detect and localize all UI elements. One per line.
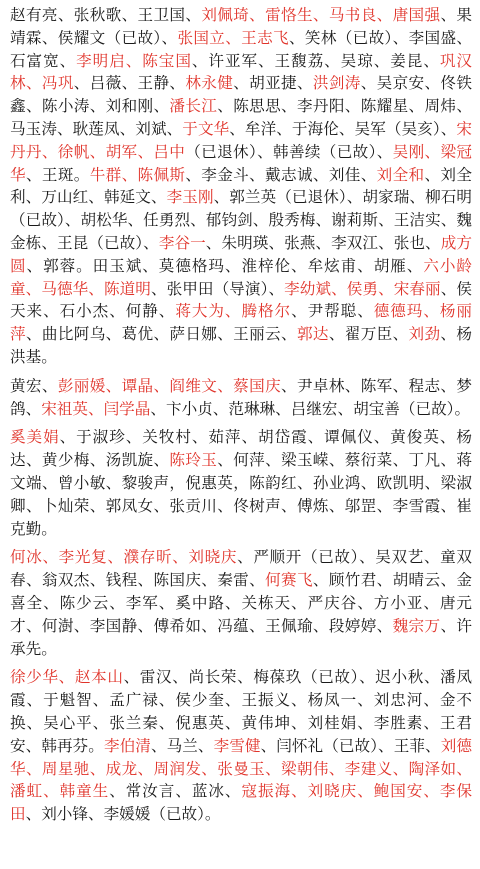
plain-names: 、马兰、 — [150, 736, 214, 755]
plain-names: 、李金斗、戴志诚、刘佳、 — [185, 165, 377, 184]
highlighted-names: 李谷一 — [158, 233, 206, 252]
highlighted-names: 李明启、陈宝国 — [76, 51, 192, 70]
highlighted-names: 何冰、李光复、濮存昕、刘晓庆 — [10, 548, 238, 567]
highlighted-names: 宋丹丹、徐帆、胡军、吕中 — [10, 119, 472, 161]
name-list-paragraph — [10, 4, 472, 369]
plain-names: 、吴京安、佟铁鑫、陈小涛、刘和刚、 — [10, 74, 472, 116]
highlighted-names: 陈玲玉 — [169, 451, 218, 470]
plain-names: 、杨洪基。 — [10, 325, 472, 366]
highlighted-names: 吴刚、梁冠华 — [10, 142, 472, 184]
name-list-paragraph — [10, 375, 472, 421]
plain-names: 、张甲田（导演）、 — [150, 279, 285, 298]
highlighted-names: 刘佩琦、雷恪生、马书良、唐国强 — [201, 6, 441, 24]
plain-names: 、胡亚捷、 — [233, 74, 313, 93]
plain-names: （已退休）、韩善续（已故）、 — [185, 142, 393, 161]
highlighted-names: 牛群、陈佩斯 — [89, 165, 186, 184]
highlighted-names: 李幼斌、侯勇、宋春丽 — [284, 279, 441, 298]
plain-names: 、顾竹君、胡晴云、金喜全、陈少云、李军、奚中路、关栋天、严庆谷、方小亚、唐元才、何澍、李国静、傅希如、冯蕴、王佩瑜、段婷婷、 — [10, 571, 472, 635]
plain-names: 、朱明瑛、张燕、李双江、张也、 — [205, 233, 441, 252]
highlighted-names: 奚美娟 — [10, 428, 60, 447]
plain-names: 、吕薇、王静、 — [73, 74, 186, 93]
plain-names: 、严顺开（已故）、吴双艺、童双春、翁双杰、钱程、陈国庆、秦雷、 — [10, 548, 472, 590]
plain-names: 、许承先。 — [10, 616, 472, 658]
highlighted-names: 于文华 — [182, 119, 230, 138]
plain-names: 、果靖霖、侯耀文（已故）、 — [10, 6, 472, 47]
highlighted-names: 张国立、王志飞 — [177, 28, 289, 47]
highlighted-names: 宋祖英、闫学晶 — [41, 399, 151, 418]
plain-names: 、牟洋、于海伦、吴军（吴亥）、 — [229, 119, 457, 138]
plain-names: 、翟万臣、 — [328, 325, 409, 344]
plain-names: 、雷汉、尚长荣、梅葆玖（已故）、迟小秋、潘凤霞、于魁智、孟广禄、侯少奎、王振义、杨凤一、刘忠河、金不换、吴心平、张兰秦、倪惠英、黄伟坤、刘桂娟、李胜素、王君安、韩再芬。 — [10, 668, 472, 755]
plain-names: 、闫怀礼（已故）、王菲、 — [260, 736, 441, 755]
plain-names: 、侯天来、石小杰、何静、 — [10, 279, 472, 321]
highlighted-names: 成方圆 — [10, 233, 472, 275]
highlighted-names: 寇振海、刘晓庆、鲍国安、李保田 — [10, 782, 472, 824]
highlighted-names: 刘全和 — [376, 165, 425, 184]
highlighted-names: 德德玛、杨丽萍 — [10, 302, 472, 344]
highlighted-names: 蒋大为、腾格尔 — [175, 302, 292, 321]
highlighted-names: 李玉刚 — [166, 188, 214, 207]
highlighted-names: 刘劲 — [408, 325, 441, 344]
highlighted-names: 郭达 — [296, 325, 329, 344]
plain-names: 、卞小贞、范琳琳、吕继宏、胡宝善（已故）。 — [150, 399, 471, 418]
plain-names: 、许亚军、王馥荔、吴琼、姜昆、 — [191, 51, 440, 70]
plain-names: 、何萍、梁玉嵘、蔡衍菜、丁凡、蒋文端、曾小敏、黎骏声，倪惠英，陈韵红、孙业鸿、欧凯明、梁淑卿、卜灿荣、郭凤女、张贡川、佟树声、傅炼、邬罡、李雪霞、崔克勤。 — [10, 451, 472, 538]
plain-names: 、尹卓林、陈军、程志、梦鸽、 — [10, 376, 472, 418]
name-list-paragraph — [10, 426, 472, 540]
plain-names: 、刘全利、万山红、韩延文、 — [10, 165, 472, 207]
plain-names: 、笑林（已故）、李国盛、石富宽、 — [10, 28, 472, 70]
highlighted-names: 六小龄童、马德华、陈道明 — [10, 256, 472, 298]
plain-names: 、于淑珍、关牧村、茹萍、胡岱霞、谭佩仪、黄俊英、杨达、黄少梅、汤凯旋、 — [10, 428, 472, 470]
plain-names: 、郭蓉。田玉斌、莫德格玛、淮梓伦、牟炫甫、胡雁、 — [26, 256, 424, 275]
highlighted-names: 潘长江 — [169, 97, 218, 116]
plain-names: 、陈思思、李丹阳、陈耀星、周炜、马玉涛、耿莲凤、刘斌、 — [10, 97, 472, 138]
plain-names: 、尹帮聪、 — [291, 302, 374, 321]
plain-names: 、郭兰英（已退休）、胡家瑞、柳石明（已故）、胡松华、任勇烈、郁钧剑、殷秀梅、谢莉斯、王洁实、魏金栋、王昆（已故）、 — [10, 188, 472, 252]
highlighted-names: 彭丽媛、谭晶、阎维文、蔡国庆 — [57, 376, 282, 395]
plain-names: 、刘小锋、李媛媛（已故）。 — [25, 805, 221, 824]
plain-names: 、常汝言、蓝冰、 — [109, 782, 242, 801]
highlighted-names: 李雪健 — [213, 736, 261, 755]
plain-names: 黄宏、 — [10, 376, 58, 395]
highlighted-names: 巩汉林、冯巩 — [10, 51, 472, 93]
highlighted-names: 刘德华、周星驰、成龙、周润发、张曼玉、梁朝伟、李建义、陶泽如、潘虹、韩童生 — [10, 736, 472, 801]
name-list-paragraph — [10, 666, 472, 826]
plain-names: 、王斑。 — [25, 165, 90, 184]
highlighted-names: 何赛飞 — [265, 571, 313, 590]
plain-names: 、曲比阿乌、葛优、萨日娜、王丽云、 — [25, 325, 297, 344]
highlighted-names: 魏宗万 — [392, 616, 441, 635]
name-list-paragraph — [10, 546, 472, 660]
highlighted-names: 洪剑涛 — [312, 74, 361, 93]
plain-names: 赵有亮、张秋歌、王卫国、 — [10, 6, 202, 24]
highlighted-names: 林永健 — [185, 74, 234, 93]
highlighted-names: 李伯清 — [103, 736, 151, 755]
highlighted-names: 徐少华、赵本山 — [10, 668, 124, 687]
